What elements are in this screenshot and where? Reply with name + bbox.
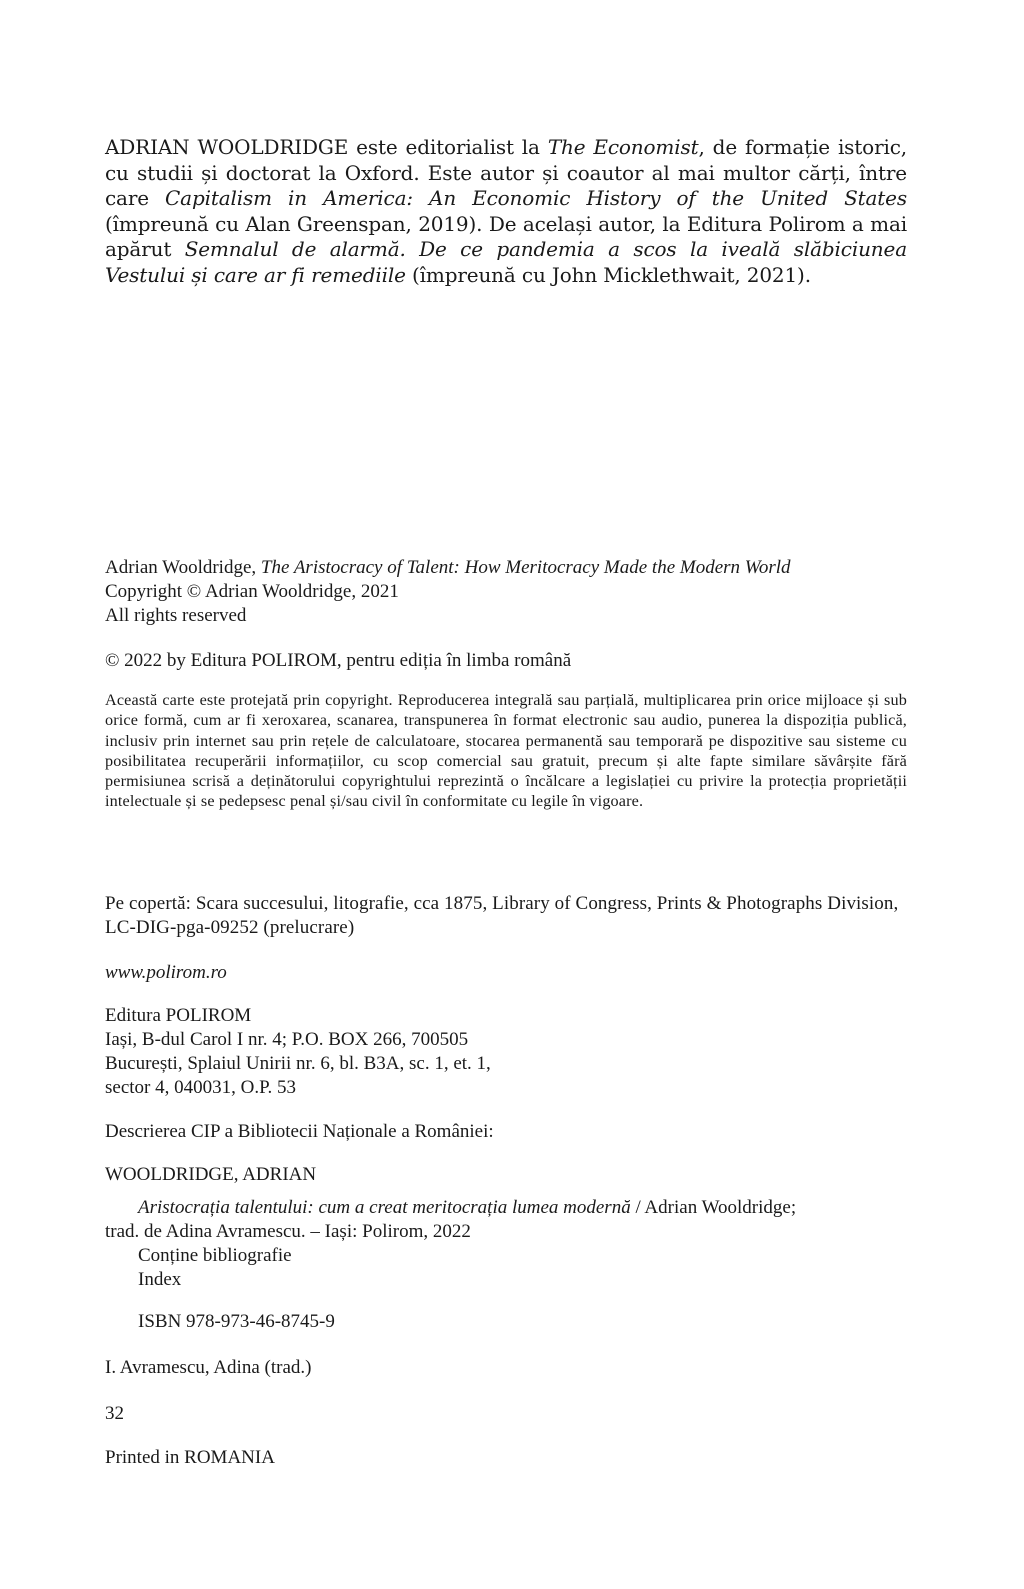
original-title-line bbox=[105, 556, 907, 580]
rights-line: All rights reserved bbox=[105, 605, 247, 626]
isbn: ISBN 978-973-46-8745-9 bbox=[138, 1311, 335, 1332]
author-name: ADRIAN WOOLDRIDGE bbox=[105, 135, 349, 159]
publication-title: The Economist bbox=[547, 135, 699, 159]
cip-title-line bbox=[105, 1196, 907, 1220]
cip-note: Conține bibliografie bbox=[138, 1245, 292, 1266]
book-title: Capitalism in America: An Economic History of the United States bbox=[165, 186, 907, 211]
edition-copyright: © 2022 by Editura POLIROM, pentru ediția în limba română bbox=[105, 650, 572, 671]
author-bio bbox=[105, 135, 907, 289]
copyright-line: Copyright © Adrian Wooldridge, 2021 bbox=[105, 581, 399, 602]
legal-notice: Această carte este protejată prin copyright. Reproducerea integrală sau parțială, multiplicarea prin orice mijloace și sub orice formă, cum ar fi xeroxarea, scanarea, transpunerea în format electronic sau audio, punerea la dispoziția publică, inclusiv prin internet sau prin rețele de calculatoare, stocarea permanentă sau temporară pe dispozitive sau sisteme cu posibilitatea recuperării informațiilor, cu scop comercial sau gratuit, precum și alte fapte similare săvârșite fără permisiunea scrisă a deținătorului copyrightului reprezintă o încălcare a legislației cu privire la protecția proprietății intelectuale și se pedepsesc penal și/sau civil în conformitate cu legile în vigoare. bbox=[105, 691, 907, 811]
original-title: The Aristocracy of Talent: How Meritocracy Made the Modern World bbox=[260, 557, 791, 578]
bio-text: , de formație istoric, cu studii și doctorat la Oxford. Este autor și coautor al mai multor cărți, între care bbox=[105, 135, 907, 211]
publisher-address bbox=[105, 1004, 907, 1100]
cip-note: Index bbox=[138, 1269, 182, 1290]
address-line: București, Splaiul Unirii nr. 6, bl. B3A, sc. 1, et. 1, bbox=[105, 1053, 491, 1074]
bio-text: (împreună cu Alan Greenspan, 2019). De același autor, la Editura Polirom a mai apărut bbox=[105, 211, 907, 262]
bio-text: (împreună cu John Micklethwait, 2021). bbox=[405, 262, 811, 287]
cip-title-author: / Adrian Wooldridge; bbox=[630, 1197, 797, 1218]
cip-translator: trad. de Adina Avramescu. – Iași: Polirom, 2022 bbox=[105, 1221, 471, 1242]
cip-entry bbox=[105, 1196, 907, 1292]
address-line: Iași, B-dul Carol I nr. 4; P.O. BOX 266, 700505 bbox=[105, 1029, 469, 1050]
cip-added-entry: I. Avramescu, Adina (trad.) bbox=[105, 1357, 312, 1378]
website-text: www.polirom.ro bbox=[105, 962, 227, 983]
printed-in: Printed in ROMANIA bbox=[105, 1447, 275, 1468]
original-credit bbox=[105, 556, 907, 628]
cip-classification: 32 bbox=[105, 1403, 124, 1424]
bio-text: este editorialist la bbox=[348, 135, 548, 159]
cip-author: WOOLDRIDGE, ADRIAN bbox=[105, 1164, 317, 1185]
website-link bbox=[105, 961, 907, 985]
book-title: Semnalul de alarmă. De ce pandemia a scos la iveală slăbiciunea Vestului și care ar fi remediile bbox=[105, 237, 907, 287]
credit-author: Adrian Wooldridge, bbox=[105, 557, 261, 578]
publisher-name: Editura POLIROM bbox=[105, 1005, 252, 1026]
cip-heading: Descrierea CIP a Bibliotecii Naționale a României: bbox=[105, 1121, 494, 1142]
cover-credit: Pe copertă: Scara succesului, litografie, cca 1875, Library of Congress, Prints & Photographs Division, LC-DIG-pga-09252 (prelucrare) bbox=[105, 893, 899, 938]
cip-title: Aristocrația talentului: cum a creat meritocrația lumea modernă bbox=[138, 1197, 631, 1218]
address-line: sector 4, 040031, O.P. 53 bbox=[105, 1077, 297, 1098]
